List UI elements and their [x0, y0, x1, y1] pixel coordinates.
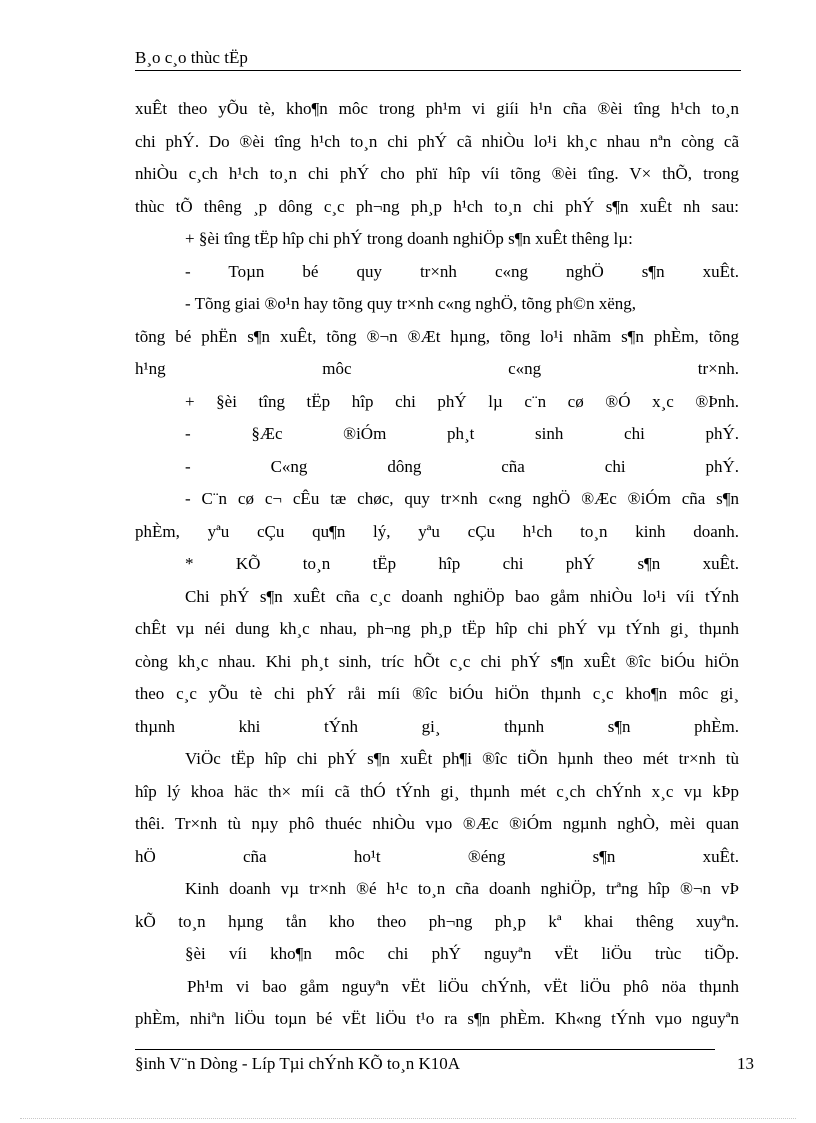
text-line: thµnh khi tÝnh gi¸ thµnh s¶n phÈm. [135, 716, 739, 736]
text-line: kÕ to¸n hµng tån kho theo ph¬ng ph¸p kª khai thêng xuyªn. [135, 911, 739, 931]
text-line: chi phÝ. Do ®èi tîng h¹ch to¸n chi phÝ cã nhiÒu lo¹i kh¸c nhau nªn còng cã [135, 131, 739, 151]
text-line: Ph¹m vi bao gåm nguyªn vËt liÖu chÝnh, vËt liÖu phô nöa thµnh [187, 976, 739, 996]
text-line: Chi phÝ s¶n xuÊt cña c¸c doanh nghiÖp bao gåm nhiÒu lo¹i víi tÝnh [185, 586, 739, 606]
text-line: - Tõng giai ®o¹n hay tõng quy tr×nh c«ng nghÖ, tõng ph©n xëng, [185, 294, 636, 313]
page-bottom-dotted-rule [20, 1118, 796, 1119]
page-header: B¸o c¸o thùc tËp [135, 48, 741, 71]
text-line: - C«ng dông cña chi phÝ. [185, 456, 739, 476]
text-line: thêi. Tr×nh tù nµy phô thuéc nhiÒu vµo ®Æc ®iÓm ngµnh nghÒ, mèi quan [135, 814, 739, 833]
text-line: - §Æc ®iÓm ph¸t sinh chi phÝ. [185, 424, 739, 443]
body-text [135, 93, 739, 1036]
text-line: phÈm, yªu cÇu qu¶n lý, yªu cÇu h¹ch to¸n kinh doanh. [135, 521, 739, 541]
text-line: phÈm, nhiªn liÖu toµn bé vËt liÖu t¹o ra s¶n phÈm. Kh«ng tÝnh vµo nguyªn [135, 1009, 739, 1028]
text-line: hîp lý khoa häc th× míi cã thÓ tÝnh gi¸ thµnh mét c¸ch chÝnh x¸c vµ kÞp [135, 781, 739, 801]
text-line: + §èi tîng tËp hîp chi phÝ lµ c¨n cø ®Ó x¸c ®Þnh. [185, 391, 739, 411]
text-line: chÊt vµ néi dung kh¸c nhau, ph¬ng ph¸p tËp hîp chi phÝ vµ tÝnh gi¸ thµnh [135, 619, 739, 638]
text-line: + §èi tîng tËp hîp chi phÝ trong doanh nghiÖp s¶n xuÊt thêng lµ: [185, 229, 633, 248]
text-line: còng kh¸c nhau. Khi ph¸t sinh, tríc hÕt c¸c chi phÝ s¶n xuÊt ®îc biÓu hiÖn [135, 651, 739, 671]
text-line: nhiÒu c¸ch h¹ch to¸n chi phÝ cho phï hîp víi tõng ®èi tîng. V× thÕ, trong [135, 164, 739, 183]
text-line: xuÊt theo yÕu tè, kho¶n môc trong ph¹m vi giíi h¹n cña ®èi tîng h¹ch to¸n [135, 99, 739, 118]
text-line: - C¨n cø c¬ cÊu tæ chøc, quy tr×nh c«ng nghÖ ®Æc ®iÓm cña s¶n [185, 489, 739, 508]
page-number: 13 [737, 1054, 754, 1073]
text-line: theo c¸c yÕu tè chi phÝ råi míi ®îc biÓu hiÖn thµnh c¸c kho¶n môc gi¸ [135, 684, 739, 703]
text-line: thùc tÕ thêng ¸p dông c¸c ph¬ng ph¸p h¹ch to¸n chi phÝ s¶n xuÊt nh sau: [135, 196, 739, 216]
footer-divider [135, 1049, 715, 1050]
footer-author: §inh V¨n Dòng - Líp Tµi chÝnh KÕ to¸n K10A [135, 1054, 461, 1073]
text-line: * KÕ to¸n tËp hîp chi phÝ s¶n xuÊt. [185, 554, 739, 573]
text-line: hÖ cña ho¹t ®éng s¶n xuÊt. [135, 846, 739, 866]
text-line: tõng bé phËn s¶n xuÊt, tõng ®¬n ®Æt hµng, tõng lo¹i nhãm s¶n phÈm, tõng [135, 326, 739, 346]
text-line: §èi víi kho¶n môc chi phÝ nguyªn vËt liÖu trùc tiÕp. [185, 944, 739, 963]
text-line: Kinh doanh vµ tr×nh ®é h¹c to¸n cña doanh nghiÖp, trªng hîp ®¬n vÞ [185, 879, 739, 898]
text-line: - Toµn bé quy tr×nh c«ng nghÖ s¶n xuÊt. [185, 261, 739, 281]
text-line: ViÖc tËp hîp chi phÝ s¶n xuÊt ph¶i ®îc tiÕn hµnh theo mét tr×nh tù [185, 749, 739, 768]
text-line: h¹ng môc c«ng tr×nh. [135, 359, 739, 378]
